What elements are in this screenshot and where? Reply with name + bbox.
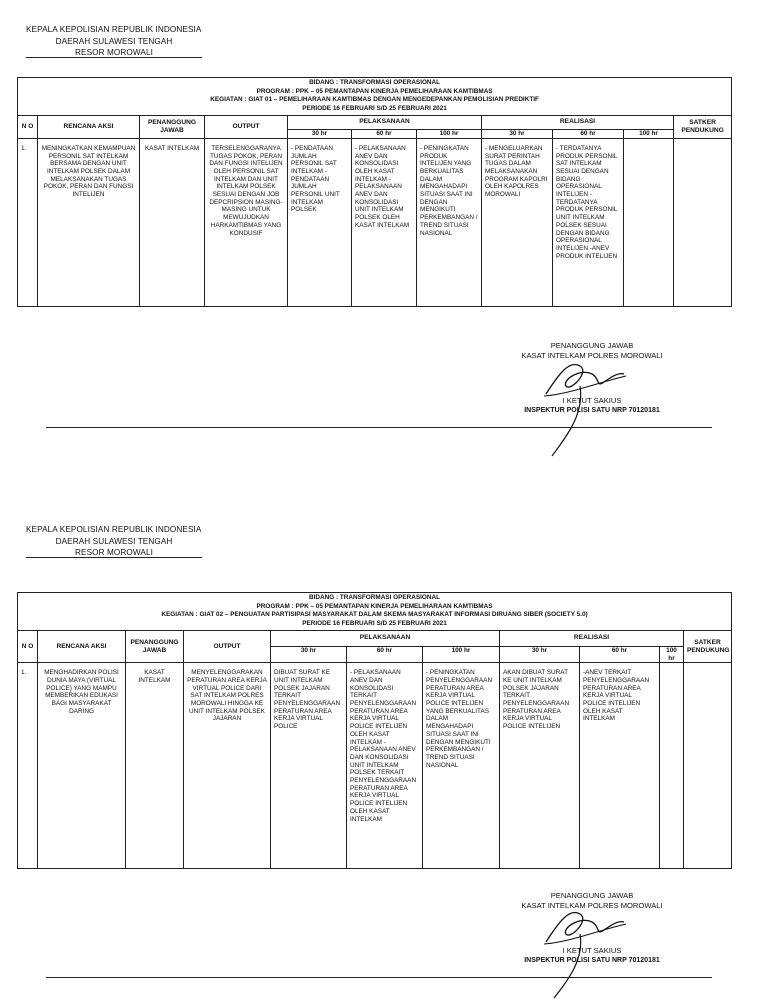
rencana-aksi-table: [17, 77, 732, 307]
col-header-penanggung-jawab: PENANGGUNG JAWAB: [140, 115, 205, 138]
org-header-line2: DAERAH SULAWESI TENGAH: [55, 36, 173, 46]
cell-realisasi-60: -ANEV TERKAIT PENYELENGGARAAN PERATURAN AREA KERJA VIRTUAL POLICE INTELIJEN OLEH KASAT INTELKAM: [580, 663, 660, 869]
subheader-pelaksanaan-30: 30 hr: [271, 646, 347, 662]
cell-satker-pendukung: [674, 138, 732, 306]
cell-output: MENYELENGGARAKAN PERATURAN AREA KERJA VIRTUAL POLICE DARI SAT INTELKAM POLRES MOROWALI HINGGA KE UNIT INTELKAM POLSEK JAJARAN: [184, 663, 271, 869]
cell-pelaksanaan-100: - PENINGKATAN PENYELENGGARAAN PERATURAN AREA KERJA VIRTUAL POLICE INTELIJEN YANG BERKUALITAS DALAM MENGAHADAPI SITUASI SAAT INI DENGAN MENGIKUTI PERKEMBANGAN / TREND SITUASI NASIONAL: [423, 663, 500, 869]
bidang-title: BIDANG : TRANSFORMASI OPERASIONAL: [309, 594, 441, 601]
col-header-output: OUTPUT: [205, 115, 288, 138]
signature-rank: INSPEKTUR POLISI SATU NRP 70120181: [524, 956, 660, 964]
cell-penanggung-jawab: KASAT INTELKAM: [140, 138, 205, 306]
bidang-title: BIDANG : TRANSFORMASI OPERASIONAL: [309, 79, 441, 86]
cell-realisasi-100: [624, 138, 674, 306]
table-row: [18, 663, 732, 869]
col-header-penanggung-jawab: PENANGGUNG JAWAB: [126, 630, 184, 662]
signature-divider: [46, 427, 712, 428]
subheader-pelaksanaan-30: 30 hr: [288, 129, 352, 138]
col-header-realisasi: REALISASI: [500, 630, 684, 646]
col-header-satker-pendukung: SATKER PENDUKUNG: [684, 630, 732, 662]
col-header-no: N O: [18, 115, 38, 138]
signature-title: PENANGGUNG JAWAB: [550, 341, 634, 350]
cell-output: TERSELENGGARANYA TUGAS POKOK, PERAN DAN FUNGSI INTELIJEN OLEH PERSONIL SAT INTELKAM DAN UNIT INTELKAM POLSEK SESUAI DENGAN JOB DEPCRIPSION MASING-MASING UNTUK MEWUJUDKAN HARKAMTIBMAS YANG KONDUSIF: [205, 138, 288, 306]
org-header-line3: RESOR MOROWALI: [75, 548, 153, 557]
periode-title: PERIODE 16 FEBRUARI S/D 25 FEBRUARI 2021: [302, 620, 447, 628]
cell-pelaksanaan-30: DIBUAT SURAT KE UNIT INTELKAM POLSEK JAJARAN TERKAIT PENYELENGGARAAN PERATURAN AREA KERJA VIRTUAL POLICE: [271, 663, 347, 869]
cell-rencana-aksi: MENINGKATKAN KEMAMPUAN PERSONIL SAT INTELKAM BERSAMA DENGAN UNIT INTELKAM POLSEK DALAM MELAKSANAKAN TUGAS POKOK, PERAN DAN FUNGSI INTELIJEN: [38, 138, 140, 306]
cell-realisasi-30: AKAN DIBUAT SURAT KE UNIT INTELKAM POLSEK JAJARAN TERKAIT PENYELENGGARAAN PERATURAN AREA KERJA VIRTUAL POLICE INTELIJEN: [500, 663, 580, 869]
signature-name: I KETUT SAKIUS: [562, 396, 622, 405]
subheader-pelaksanaan-60: 60 hr: [347, 646, 423, 662]
signature-rank: INSPEKTUR POLISI SATU NRP 70120181: [524, 406, 660, 414]
program-title: PROGRAM : PPK – 05 PEMANTAPAN KINERJA PEMELIHARAAN KAMTIBMAS: [256, 87, 493, 95]
subheader-realisasi-60: 60 hr: [553, 129, 624, 138]
subheader-realisasi-100: 100 hr: [660, 646, 684, 662]
subheader-pelaksanaan-60: 60 hr: [352, 129, 417, 138]
handwritten-signature: [540, 352, 630, 460]
cell-satker-pendukung: [684, 663, 732, 869]
subheader-realisasi-30: 30 hr: [482, 129, 553, 138]
cell-rencana-aksi: MENGHADIRKAN POLISI DUNIA MAYA (VIRTUAL POLICE) YANG MAMPU MEMBERIKAN EDUKASI BAGI MASYARAKAT DARING: [38, 663, 126, 869]
col-header-satker-pendukung: SATKER PENDUKUNG: [674, 115, 732, 138]
signature-name: I KETUT SAKIUS: [562, 946, 622, 955]
org-header-underline: [26, 557, 202, 558]
cell-pelaksanaan-60: - PELAKSANAAN ANEV DAN KONSOLIDASI TERKAIT PENYELENGGARAAN PERATURAN AREA KERJA VIRTUAL POLICE INTELIJEN OLEH KASAT INTELKAM - PELAKSANAAN ANEV DAN KONSOLIDASI UNIT INTELKAM POLSEK TERKAIT PENYELENGGARAAN PERATURAN AREA KERJA VIRTUAL POLICE INTELIJEN OLEH KASAT INTELKAM: [347, 663, 423, 869]
cell-pelaksanaan-30: - PENDATAAN JUMLAH PERSONIL SAT INTELKAM - PENDATAAN JUMLAH PERSONIL UNIT INTELKAM POLSEK: [288, 138, 352, 306]
cell-penanggung-jawab: KASAT INTELKAM: [126, 663, 184, 869]
cell-realisasi-30: - MENGELUARKAN SURAT PERINTAH TUGAS DALAM MELAKSANAKAN PROGRAM KAPOLRI OLEH KAPOLRES MOROWALI: [482, 138, 553, 306]
col-header-no: N O: [18, 630, 38, 662]
cell-pelaksanaan-100: - PENINGKATAN PRODUK INTELIJEN YANG BERKUALITAS DALAM MENGAHADAPI SITUASI SAAT INI DENGAN MENGIKUTI PERKEMBANGAN / TREND SITUASI NASIONAL: [417, 138, 482, 306]
periode-title: PERIODE 16 FEBRUARI S/D 25 FEBRUARI 2021: [302, 105, 447, 113]
program-title: PROGRAM : PPK – 05 PEMANTAPAN KINERJA PEMELIHARAAN KAMTIBMAS: [256, 602, 493, 610]
org-header-underline: [26, 57, 202, 58]
cell-no: 1.: [18, 138, 38, 306]
org-header-line1: KEPALA KEPOLISIAN REPUBLIK INDONESIA: [26, 525, 202, 534]
col-header-realisasi: REALISASI: [482, 115, 674, 129]
subheader-realisasi-30: 30 hr: [500, 646, 580, 662]
kegiatan-title: KEGIATAN : GIAT 01 – PEMELIHARAAN KAMTIBMAS DENGAN MENGEDEPANKAN PEMOLISIAN PREDIKTIF: [210, 96, 539, 104]
col-header-pelaksanaan: PELAKSANAAN: [288, 115, 482, 129]
org-header-line1: KEPALA KEPOLISIAN REPUBLIK INDONESIA: [26, 25, 202, 34]
cell-pelaksanaan-60: - PELAKSANAAN ANEV DAN KONSOLIDASI OLEH KASAT INTELKAM - PELAKSANAAN ANEV DAN KONSOLIDASI UNIT INTELKAM POLSEK OLEH KASAT INTELKAM: [352, 138, 417, 306]
cell-realisasi-100: [660, 663, 684, 869]
handwritten-signature: [540, 900, 630, 1000]
rencana-aksi-table: [17, 592, 732, 869]
signature-position: KASAT INTELKAM POLRES MOROWALI: [521, 900, 663, 910]
org-header: [26, 524, 202, 559]
org-header: [26, 24, 202, 59]
org-header-line3: RESOR MOROWALI: [75, 48, 153, 57]
col-header-rencana-aksi: RENCANA AKSI: [38, 115, 140, 138]
col-header-output: OUTPUT: [184, 630, 271, 662]
subheader-pelaksanaan-100: 100 hr: [417, 129, 482, 138]
subheader-realisasi-60: 60 hr: [580, 646, 660, 662]
subheader-pelaksanaan-100: 100 hr: [423, 646, 500, 662]
signature-position: KASAT INTELKAM POLRES MOROWALI: [521, 350, 663, 360]
table-row: [18, 138, 732, 306]
cell-realisasi-60: - TERDATANYA PRODUK PERSONIL SAT INTELKAM SESUAI DENGAN BIDANG OPERASIONAL INTELIJEN - TERDATANYA PRODUK PERSONIL UNIT INTELKAM POLSEK SESUAI DENGAN BIDANG OPERASIONAL INTELIJEN -ANEV PRODUK INTELIJEN: [553, 138, 624, 306]
signature-divider: [46, 977, 712, 978]
signature-title: PENANGGUNG JAWAB: [550, 891, 634, 900]
col-header-pelaksanaan: PELAKSANAAN: [271, 630, 500, 646]
col-header-rencana-aksi: RENCANA AKSI: [38, 630, 126, 662]
table-title: [18, 593, 732, 631]
kegiatan-title: KEGIATAN : GIAT 02 – PENGUATAN PARTISIPASI MASYARAKAT DALAM SKEMA MASYARAKAT INFORMASI DIRUANG SIBER (SOCIETY 5.0): [161, 611, 588, 619]
org-header-line2: DAERAH SULAWESI TENGAH: [55, 536, 173, 546]
subheader-realisasi-100: 100 hr: [624, 129, 674, 138]
table-title: [18, 78, 732, 116]
cell-no: 1.: [18, 663, 38, 869]
